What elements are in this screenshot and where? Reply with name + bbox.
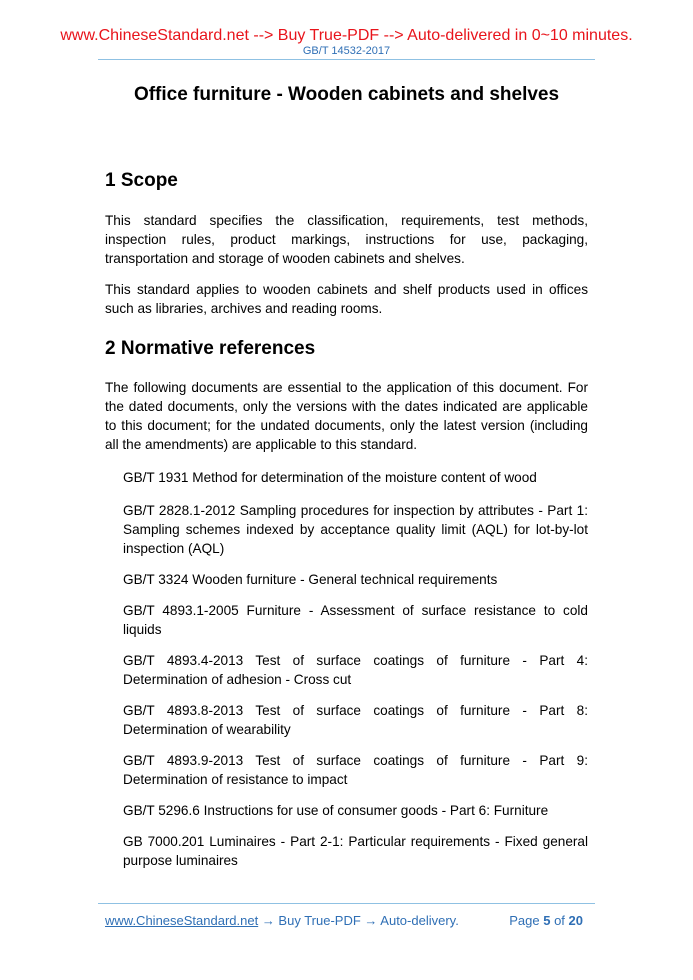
footer-text: → Buy True-PDF → Auto-delivery. (258, 913, 459, 928)
reference-item: GB/T 1931 Method for determination of the moisture content of wood (123, 470, 537, 485)
page-label: Page (509, 913, 540, 928)
footer-left (105, 913, 459, 929)
reference-item: GB/T 4893.9-2013 Test of surface coatings of furniture - Part 9: Determination of resistance to impact (123, 753, 588, 787)
reference-item: GB/T 4893.4-2013 Test of surface coatings of furniture - Part 4: Determination of adhesion - Cross cut (123, 653, 588, 687)
of-label: of (554, 913, 565, 928)
paragraph: This standard applies to wooden cabinets and shelf products used in offices such as libraries, archives and reading rooms. (105, 282, 588, 316)
header-divider (98, 59, 595, 60)
footer-link[interactable]: www.ChineseStandard.net (105, 913, 259, 928)
paragraph: This standard specifies the classification, requirements, test methods, inspection rules, product markings, instructions for use, packaging, transportation and storage of wooden cabinets and shelves. (105, 213, 588, 266)
promo-banner[interactable]: www.ChineseStandard.net --> Buy True-PDF --> Auto-delivered in 0~10 minutes. (60, 27, 633, 44)
reference-item: GB 7000.201 Luminaires - Part 2-1: Particular requirements - Fixed general purpose luminaires (123, 834, 588, 868)
paragraph: The following documents are essential to the application of this document. For the dated documents, only the versions with the dates indicated are applicable to this document; for the undated documents, only the latest version (including all the amendments) are applicable to this standard. (105, 380, 588, 452)
reference-item: GB/T 2828.1-2012 Sampling procedures for inspection by attributes - Part 1: Sampling schemes indexed by acceptance quality limit (AQL) for lot-by-lot inspection (AQL) (123, 503, 588, 556)
page-number: 5 (543, 913, 551, 928)
standard-code: GB/T 14532-2017 (302, 45, 391, 57)
footer-divider (98, 903, 595, 904)
reference-item: GB/T 4893.8-2013 Test of surface coatings of furniture - Part 8: Determination of wearability (123, 703, 588, 737)
section-heading-normative-references: 2 Normative references (105, 338, 316, 359)
reference-item: GB/T 3324 Wooden furniture - General technical requirements (123, 572, 498, 587)
document-title: Office furniture - Wooden cabinets and shelves (133, 84, 560, 105)
footer (105, 913, 583, 949)
reference-item: GB/T 4893.1-2005 Furniture - Assessment of surface resistance to cold liquids (123, 603, 588, 637)
page-indicator (509, 913, 583, 929)
reference-item: GB/T 5296.6 Instructions for use of consumer goods - Part 6: Furniture (123, 803, 549, 818)
section-heading-scope: 1 Scope (105, 170, 178, 191)
total-pages: 20 (568, 913, 583, 928)
